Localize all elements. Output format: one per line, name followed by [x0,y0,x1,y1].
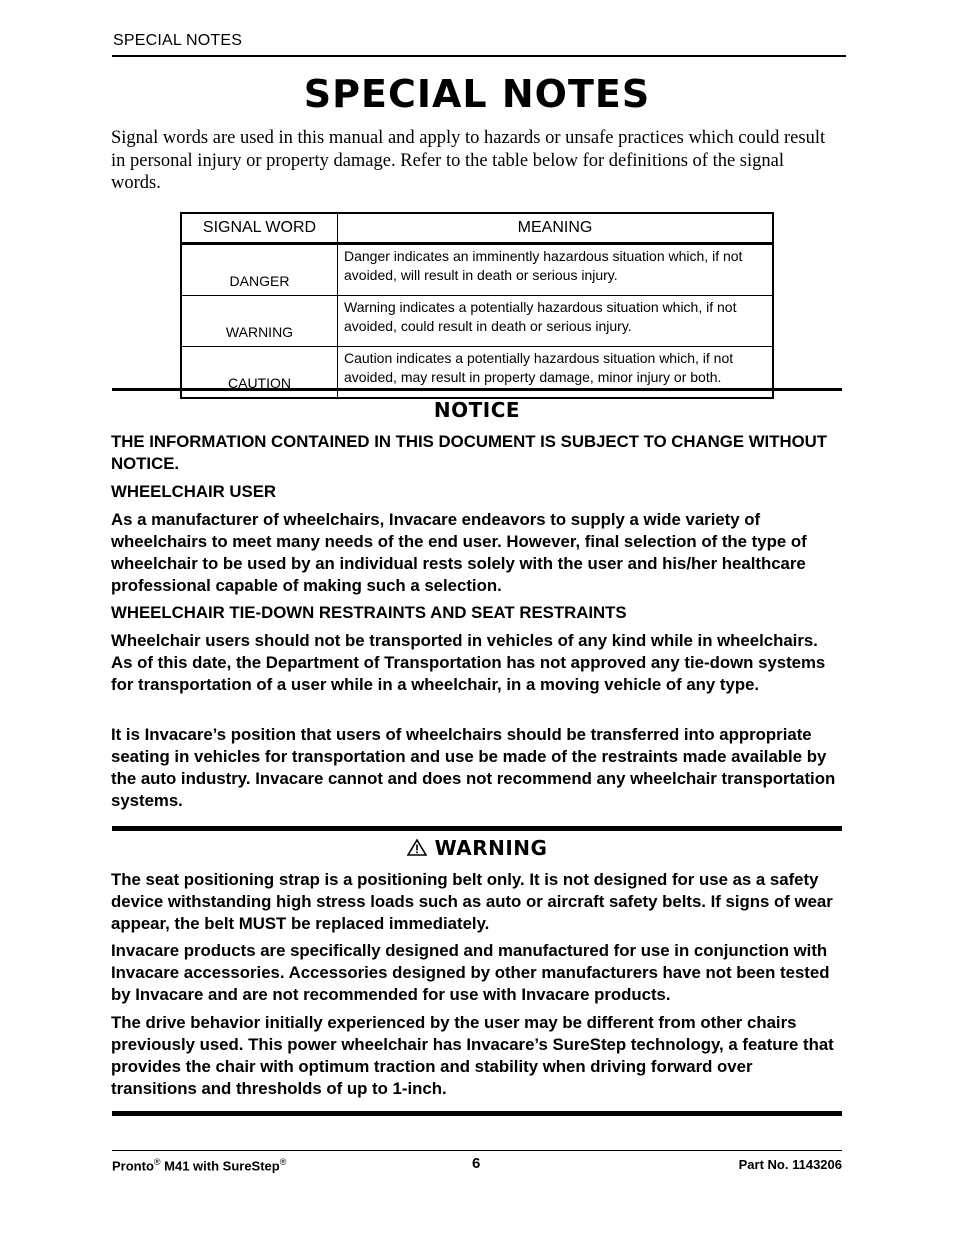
tie-down-text-1: Wheelchair users should not be transported in vehicles of any kind while in wheelchairs. As of this date, the Department of Transportation has not approved any tie-down systems for transportation of a user while in a wheelchair, in a moving vehicle of any type. [111,631,826,694]
meaning-cell: Warning indicates a potentially hazardous situation which, if not avoided, could result in death or serious injury. [338,296,774,347]
notice-top-rule [112,388,842,391]
tie-down-text-2: It is Invacare’s position that users of wheelchairs should be transferred into appropriate seating in vehicles for transportation and use be made of the restraints made available by the auto industry. Invacare cannot and does not recommend any wheelchair transportation systems. [111,725,836,810]
signal-word-cell: WARNING [181,296,338,347]
column-header-signal-word: SIGNAL WORD [181,213,338,244]
warning-text-1: The seat positioning strap is a positioning belt only. It is not designed for use as a safety device withstanding high stress loads such as auto or aircraft safety belts. If signs of wear appear, the belt MUST be replaced immediately. [111,870,833,933]
notice-title: NOTICE [433,398,521,422]
table-row [181,296,773,347]
warning-bottom-rule [112,1111,842,1116]
warning-text-2: Invacare products are specifically designed and manufactured for use in conjunction with Invacare accessories. Accessories designed by other manufacturers have not been tested by Invacare and are not recommended for use with Invacare products. [111,941,830,1004]
signal-word-cell: DANGER [181,244,338,296]
registered-mark: ® [279,1157,287,1167]
column-header-meaning: MEANING [338,213,774,244]
table-row [181,244,773,296]
warning-title-block [0,836,954,860]
meaning-cell: Danger indicates an imminently hazardous situation which, if not avoided, will result in death or serious injury. [338,244,774,296]
part-number: Part No. 1143206 [738,1157,842,1172]
wheelchair-user-heading: WHEELCHAIR USER [111,482,277,501]
wheelchair-user-text: As a manufacturer of wheelchairs, Invacare endeavors to supply a wide variety of wheelchairs to meet many needs of the end user. However, final selection of the type of wheelchair to be used by an individual rests solely with the user and his/her healthcare professional capable of making such a selection. [111,510,807,595]
table-header-row [181,213,773,244]
registered-mark: ® [153,1157,161,1167]
page-title: SPECIAL NOTES [303,72,651,116]
tie-down-heading: WHEELCHAIR TIE-DOWN RESTRAINTS AND SEAT RESTRAINTS [111,603,627,622]
signal-word-cell: CAUTION [181,347,338,399]
warning-triangle-icon [407,836,427,860]
warning-text-3: The drive behavior initially experienced by the user may be different from other chairs previously used. This power wheelchair has Invacare’s SureStep technology, a feature that provides the chair with optimum traction and stability when driving forward over transitions and thresholds of up to 1-inch. [111,1013,834,1098]
footer-rule [112,1150,842,1151]
page-number: 6 [472,1155,481,1172]
intro-paragraph: Signal words are used in this manual and apply to hazards or unsafe practices which could result in personal injury or property damage. Refer to the table below for definitions of the signal words. [111,128,826,193]
header-rule [112,55,846,57]
signal-word-table [180,212,774,399]
running-header: SPECIAL NOTES [113,32,243,49]
notice-subject-to-change: THE INFORMATION CONTAINED IN THIS DOCUMENT IS SUBJECT TO CHANGE WITHOUT NOTICE. [111,432,827,473]
footer-product-model: M41 with SureStep [160,1158,280,1174]
warning-top-rule [112,826,842,831]
footer-product-name: Pronto [112,1158,154,1174]
meaning-cell: Caution indicates a potentially hazardous situation which, if not avoided, may result in property damage, minor injury or both. [338,347,774,399]
footer-product [112,1157,286,1173]
warning-title: WARNING [434,836,548,860]
